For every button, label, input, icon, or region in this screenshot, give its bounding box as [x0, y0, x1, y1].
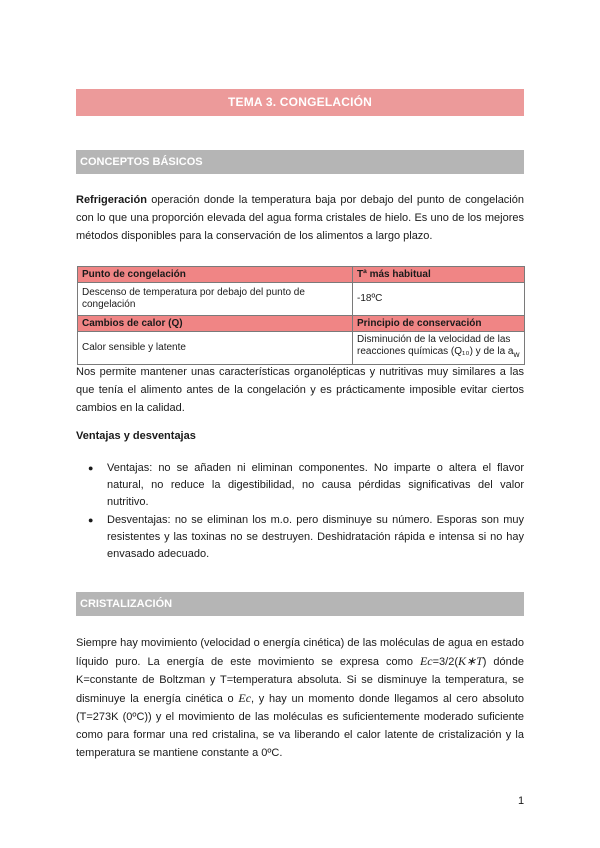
bullet-icon: ●: [88, 463, 94, 473]
section-header-conceptos: [76, 150, 524, 174]
chapter-title: TEMA 3. CONGELACIÓN: [76, 89, 524, 116]
paragraph-text: =3/2(: [432, 656, 459, 668]
bullet-icon: ●: [88, 515, 94, 525]
table-cell: Descenso de temperatura por debajo del punto de congelación: [78, 283, 353, 316]
paragraph-text: , y hay un momento donde llegamos al cero absoluto (T=273K (0ºC)) y el movimiento de las moléculas es suficientemente moderado suficiente como para formar una red cristalina, se va liberando el calor latente de cristalización y la temperatura se mantiene constante a 0ºC.: [76, 693, 524, 759]
table-cell-text: Disminución de la velocidad de las reacciones químicas (Q₁₀) y de la a: [357, 334, 514, 357]
section-header-cristalizacion: [76, 592, 524, 616]
table-header-cell: Tª más habitual: [353, 267, 525, 283]
table-row: [78, 332, 525, 365]
ventajas-list: [88, 460, 524, 563]
math-symbol: Ec: [238, 691, 252, 705]
table-header-cell: Punto de congelación: [78, 267, 353, 283]
table-cell-clipped: [357, 334, 520, 362]
page-number: 1: [518, 795, 525, 807]
list-item: [88, 460, 524, 511]
table-header-cell: Principio de conservación: [353, 316, 525, 332]
table-cell: -18ºC: [353, 283, 525, 316]
refrigeracion-text: operación donde la temperatura baja por debajo del punto de congelación con lo que una proporción elevada del agua forma cristales de hielo. Es uno de los mejores métodos disponibles para la conservación de los alimentos a largo plazo.: [76, 194, 524, 242]
math-symbol: Ec: [419, 654, 433, 668]
table-cell-subscript: w: [513, 349, 520, 359]
table-header-row: [78, 316, 525, 332]
table-cell: Calor sensible y latente: [78, 332, 353, 365]
cristalizacion-paragraph: [76, 634, 524, 762]
table-header-row: [78, 267, 525, 283]
table-header-cell: Cambios de calor (Q): [78, 316, 353, 332]
paragraph-text: Siempre hay movimiento (velocidad o energía cinética) de las moléculas de agua en estado líquido puro. La energía de este movimiento se expresa como: [76, 637, 524, 668]
section-header-text: CONCEPTOS BÁSICOS: [80, 156, 203, 168]
ventajas-heading: Ventajas y desventajas: [76, 430, 196, 442]
table-cell: [353, 332, 525, 365]
congelacion-table: [77, 266, 525, 365]
list-item-text: Ventajas: no se añaden ni eliminan componentes. No imparte o altera el flavor natural, no reduce la digestibilidad, no causa pérdidas significativas del valor nutritivo.: [107, 462, 524, 508]
math-symbol: K∗T: [458, 654, 483, 668]
list-item-text: Desventajas: no se eliminan los m.o. pero disminuye su número. Esporas son muy resistentes y las toxinas no se destruyen. Deshidratación rápida e intensa si no hay envasado adecuado.: [107, 514, 524, 560]
refrigeracion-paragraph: [76, 191, 524, 245]
refrigeracion-term: Refrigeración: [76, 194, 147, 206]
paragraph-text: ) dónde K=constante de Boltzman y T=temperatura absoluta. Si se disminuye la temperatura, se disminuye la energía cinética o: [76, 656, 525, 705]
table-row: [78, 283, 525, 316]
section-header-text: CRISTALIZACIÓN: [80, 598, 173, 610]
list-item: [88, 512, 524, 563]
congelacion-paragraph: Nos permite mantener unas características organolépticas y nutritivas muy similares a las que tenía el alimento antes de la congelación y es prácticamente imposible evitar ciertos cambios en la calidad.: [76, 366, 524, 414]
